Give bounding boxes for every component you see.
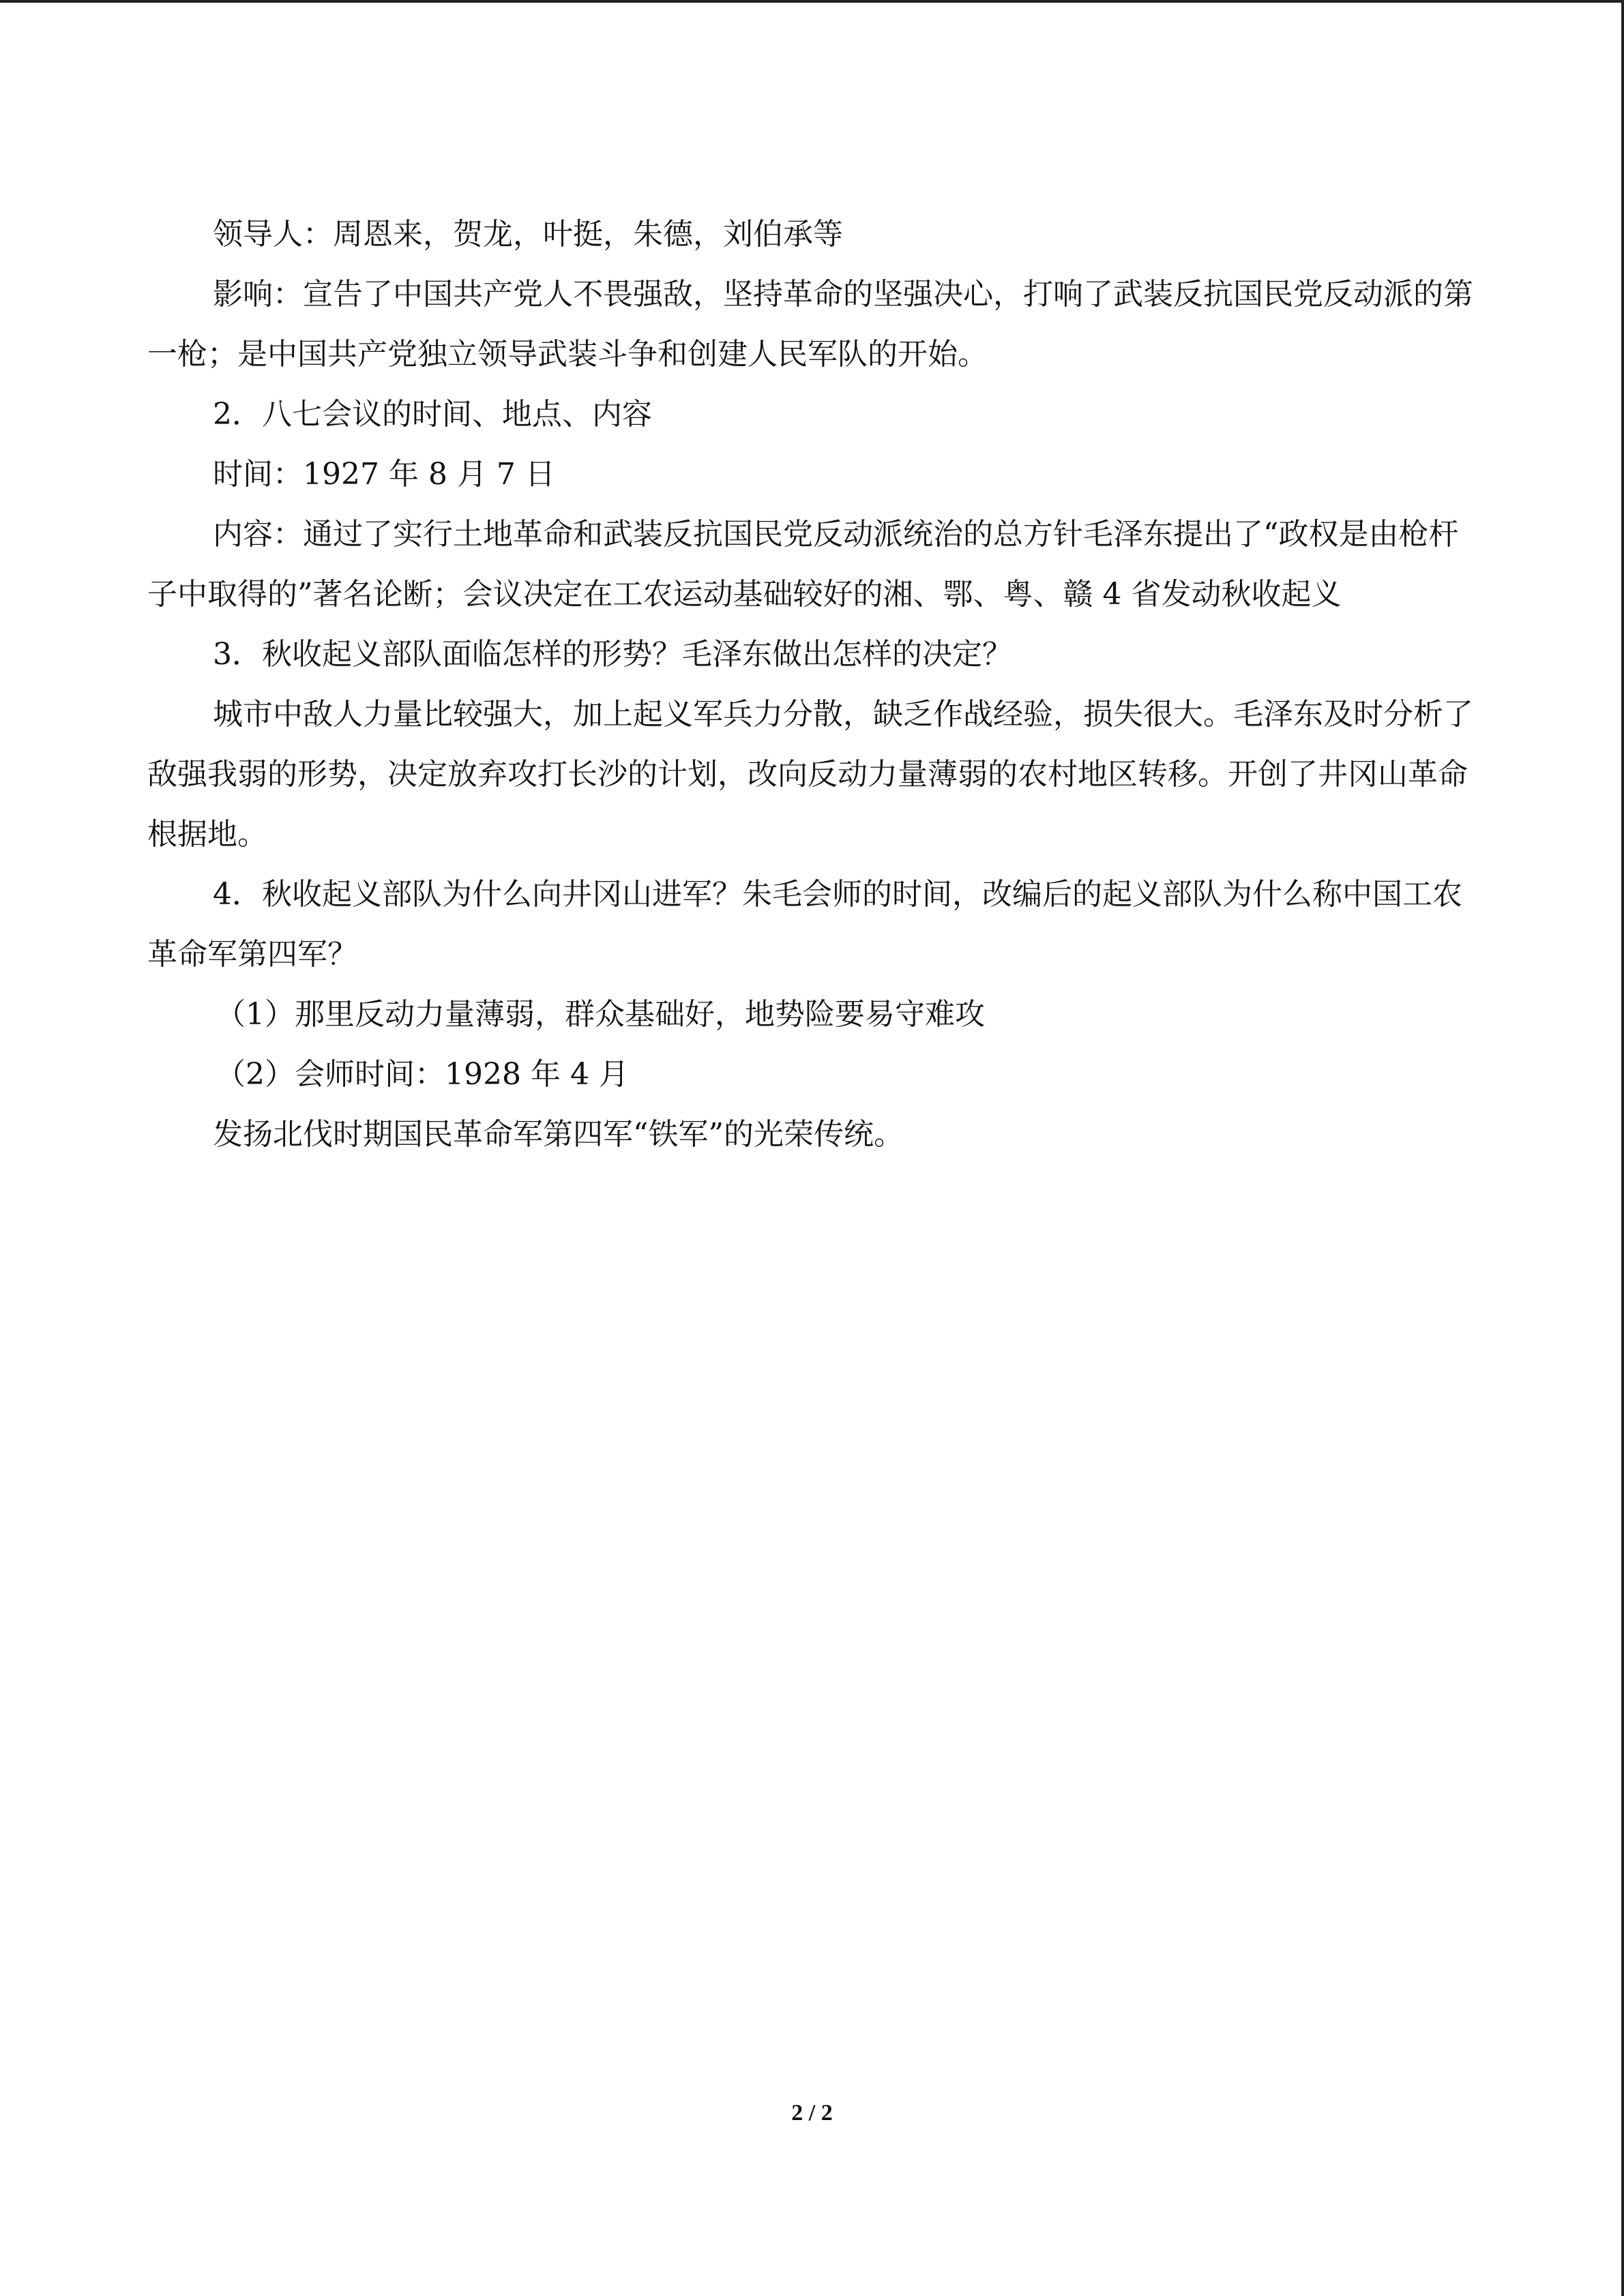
paragraph-content: 内容：通过了实行土地革命和武装反抗国民党反动派统治的总方针毛泽东提出了“政权是由枪杆子中取得的”著名论断；会议决定在工农运动基础较好的湘、鄂、粤、赣 4 省发动秋收起义 (147, 517, 1459, 612)
paragraph-situation: 城市中敌人力量比较强大，加上起义军兵力分散，缺乏作战经验，损失很大。毛泽东及时分析了敌强我弱的形势，决定放弃攻打长沙的计划，改向反动力量薄弱的农村地区转移。开创了井冈山革命根据地。 (147, 697, 1473, 852)
question-3-heading: 3．秋收起义部队面临怎样的形势？毛泽东做出怎样的决定？ (213, 637, 1012, 672)
answer-4-part-3: 发扬北伐时期国民革命军第四军“铁军”的光荣传统。 (213, 1117, 904, 1152)
answer-4-part-1: （1）那里反动力量薄弱，群众基础好，地势险要易守难攻 (216, 997, 985, 1032)
question-4-heading: 4．秋收起义部队为什么向井冈山进军？朱毛会师的时间，改编后的起义部队为什么称中国工农革命军第四军？ (147, 877, 1462, 972)
paragraph-leaders: 领导人：周恩来，贺龙，叶挺，朱德，刘伯承等 (213, 217, 843, 252)
page-number: 2 / 2 (791, 2100, 833, 2126)
answer-4-part-2: （2）会师时间：1928 年 4 月 (216, 1057, 629, 1092)
paragraph-time: 时间：1927 年 8 月 7 日 (213, 457, 555, 492)
paragraph-influence: 影响：宣告了中国共产党人不畏强敌，坚持革命的坚强决心，打响了武装反抗国民党反动派的第一枪；是中国共产党独立领导武装斗争和创建人民军队的开始。 (147, 277, 1473, 372)
document-body (147, 205, 1477, 1165)
question-2-heading: 2．八七会议的时间、地点、内容 (213, 397, 652, 432)
